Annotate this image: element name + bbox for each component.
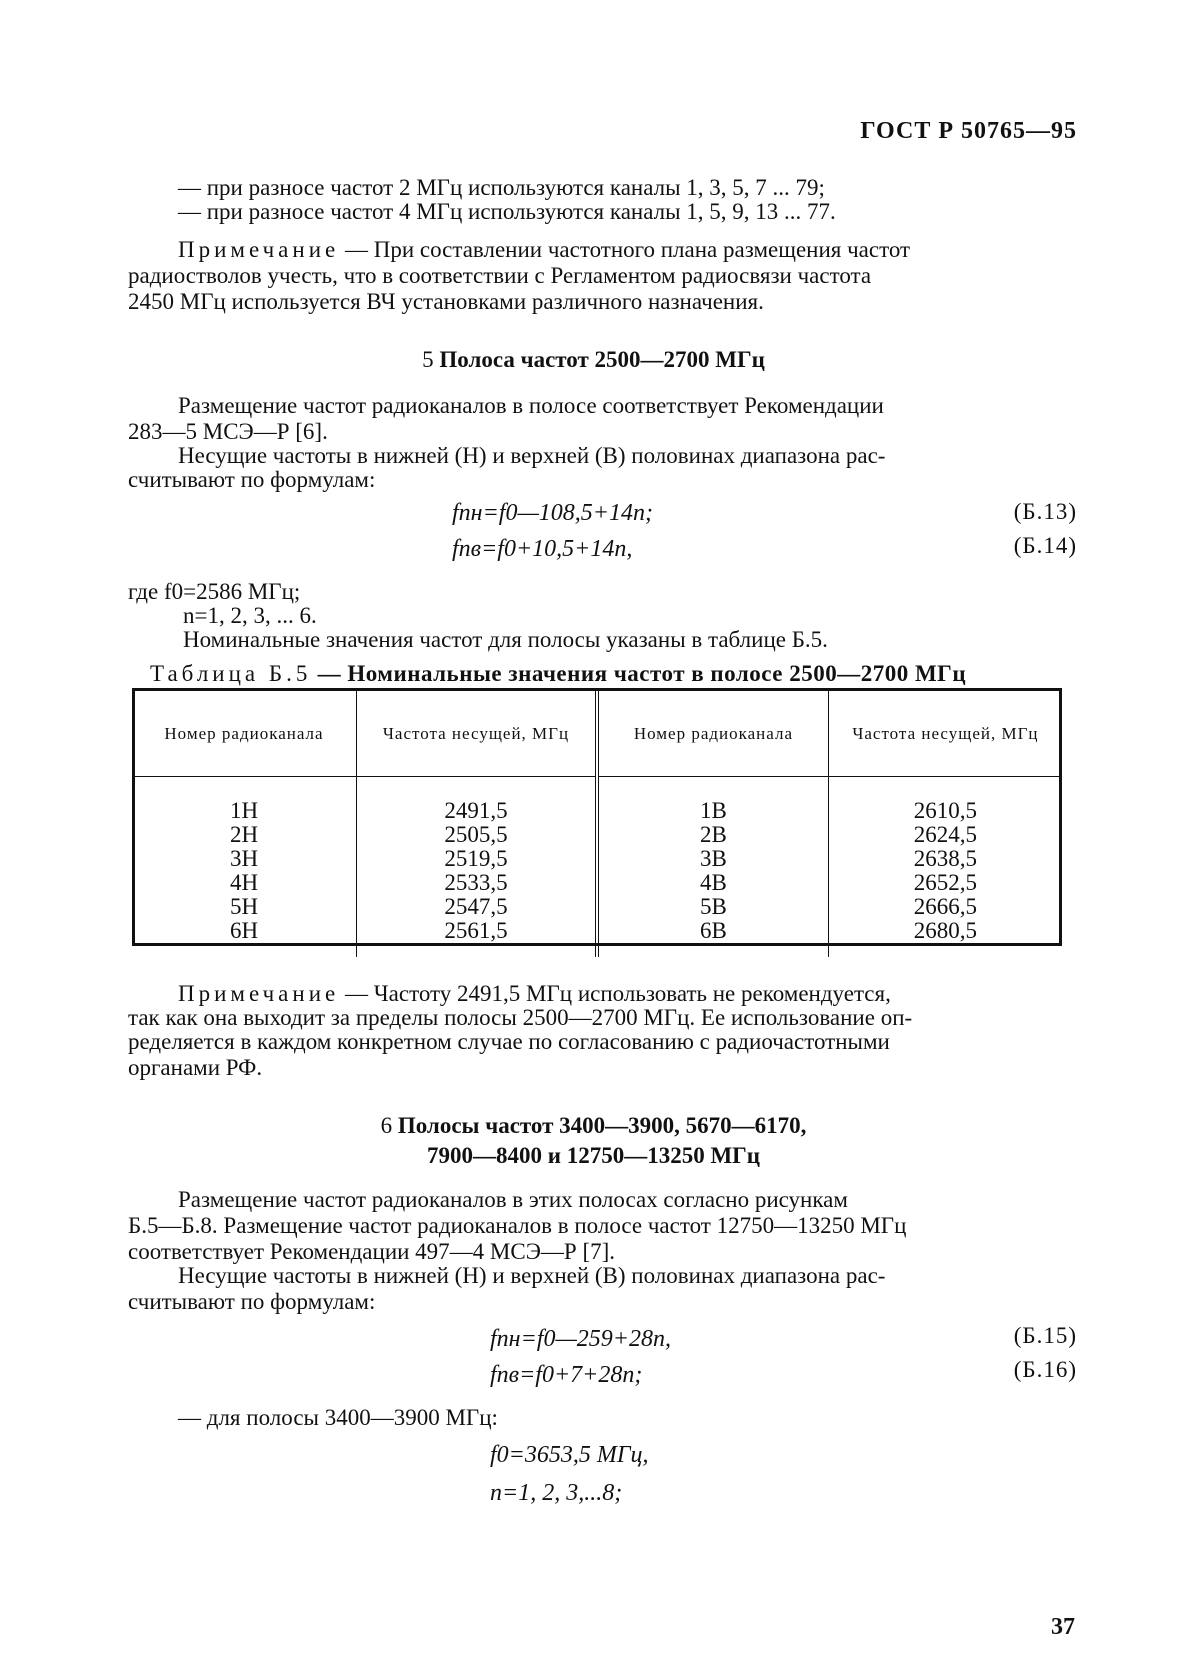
table-cell: 2638,5 [913, 846, 978, 871]
s6-f0-line: f0=3653,5 МГц, [490, 1442, 649, 1468]
s5-where-n: n=1, 2, 3, ... 6. [183, 603, 317, 628]
table-cell: 2505,5 [444, 822, 508, 847]
note1-line1 [178, 236, 1078, 263]
page-number: 37 [1051, 1614, 1075, 1640]
table-right-rule [1059, 688, 1062, 946]
intro-line-1: — при разносе частот 2 МГц используются каналы 1, 3, 5, 7 ... 79; [178, 175, 825, 200]
table-cell: 2680,5 [913, 918, 978, 943]
frequency-table [132, 690, 1062, 957]
table-cell: 2491,5 [444, 798, 508, 823]
note2-line2: так как она выходит за пределы полосы 2500—2700 МГц. Ее использование оп- [128, 1005, 913, 1030]
table-cell: 4В [700, 870, 727, 895]
document-header: ГОСТ Р 50765—95 [860, 118, 1077, 144]
note1-line3: 2450 МГц используется ВЧ установками различного назначения. [128, 289, 764, 314]
table-cell: 6В [700, 918, 727, 943]
table-cell: 5В [700, 894, 727, 919]
s5-where-f0: где f0=2586 МГц; [128, 579, 301, 604]
table-col-channel-low [132, 777, 357, 958]
section6-title-line1: Полосы частот 3400—3900, 5670—6170, [397, 1113, 807, 1138]
s5-nominal-line: Номинальные значения частот для полосы указаны в таблице Б.5. [183, 627, 828, 652]
table-cell: 2624,5 [913, 822, 978, 847]
note1-text1: — При составлении частотного плана размещения частот [339, 237, 911, 262]
note1-line2: радиостволов учесть, что в соответствии с Регламентом радиосвязи частота [128, 263, 872, 288]
table-cell: 5Н [229, 894, 259, 919]
formula-b15: fпн=f0—259+28n, [490, 1326, 671, 1352]
intro-line-2: — при разносе частот 4 МГц используются каналы 1, 5, 9, 13 ... 77. [178, 199, 836, 224]
table-cell: 3В [700, 846, 727, 871]
table-header-freq-1: Частота несущей, МГц [357, 690, 597, 777]
s6-para1-line1: Размещение частот радиоканалов в этих полосах согласно рисункам [178, 1187, 848, 1212]
formula-b16-number: (Б.16) [1013, 1357, 1077, 1382]
table-cell: 2652,5 [913, 870, 978, 895]
table-cell: 2533,5 [444, 870, 508, 895]
table-col-channel-high [597, 777, 828, 958]
table-cell: 2561,5 [444, 918, 508, 943]
note1-label: Примечание [178, 237, 340, 262]
formula-b14-number: (Б.14) [1013, 533, 1077, 558]
table-col-freq-low [357, 777, 597, 958]
table-cell: 2610,5 [913, 798, 978, 823]
formula-b13-number: (Б.13) [1013, 499, 1077, 524]
note2-line3: ределяется в каждом конкретном случае по согласованию с радиочастотными [128, 1029, 890, 1054]
note2-line1 [178, 980, 1078, 1007]
section6-heading-line1 [0, 1112, 1187, 1139]
s5-para2-line2: считывают по формулам: [128, 467, 376, 492]
formula-b15-number: (Б.15) [1013, 1323, 1077, 1348]
s5-para1-line1: Размещение частот радиоканалов в полосе соответствует Рекомендации [178, 393, 884, 418]
formula-b14: fпв=f0+10,5+14n, [452, 536, 633, 562]
table-caption-prefix: Таблица Б.5 [150, 661, 312, 686]
note2-text1: — Частоту 2491,5 МГц использовать не рекомендуется, [339, 981, 891, 1006]
table-cell: 2547,5 [444, 894, 508, 919]
formula-b16: fпв=f0+7+28n; [490, 1362, 643, 1388]
s6-n-line: n=1, 2, 3,...8; [490, 1480, 623, 1506]
s6-band-line: — для полосы 3400—3900 МГц: [178, 1405, 498, 1430]
table-caption [150, 660, 966, 687]
table-header-channel-1: Номер радиоканала [132, 690, 357, 777]
table-cell: 4Н [229, 870, 259, 895]
table-bottom-rule [132, 943, 1062, 946]
section6-title-line2: 7900—8400 и 12750—13250 МГц [426, 1143, 761, 1168]
table-col-freq-high [828, 777, 1062, 958]
s6-para1-line3: соответствует Рекомендации 497—4 МСЭ—Р [7]. [128, 1239, 616, 1264]
note2-label: Примечание [178, 981, 340, 1006]
table-cell: 6Н [229, 918, 259, 943]
s6-para1-line2: Б.5—Б.8. Размещение частот радиоканалов в полосе частот 12750—13250 МГц [128, 1213, 907, 1238]
table-header-channel-2: Номер радиоканала [597, 690, 828, 777]
section6-number: 6 [380, 1113, 393, 1138]
s5-para1-line2: 283—5 МСЭ—Р [6]. [128, 419, 328, 444]
s5-para2-line1: Несущие частоты в нижней (Н) и верхней (В) половинах диапазона рас- [178, 443, 886, 468]
table-cell: 1В [700, 798, 727, 823]
table-cell: 2Н [229, 822, 259, 847]
section5-number: 5 [422, 347, 434, 372]
table-cell: 2519,5 [444, 846, 508, 871]
table-cell: 1Н [229, 798, 259, 823]
table-cell: 2666,5 [913, 894, 978, 919]
table-cell: 2В [700, 822, 727, 847]
s6-para2-line2: считывают по формулам: [128, 1289, 376, 1314]
section5-heading [0, 346, 1187, 373]
note2-line4: органами РФ. [128, 1055, 263, 1080]
table-header-freq-2: Частота несущей, МГц [828, 690, 1062, 777]
table-caption-title: — Номинальные значения частот в полосе 2500—2700 МГц [311, 661, 967, 686]
s6-para2-line1: Несущие частоты в нижней (Н) и верхней (В) половинах диапазона рас- [178, 1263, 886, 1288]
formula-b13: fпн=f0—108,5+14n; [452, 500, 653, 526]
table-left-rule [132, 688, 135, 946]
table-cell: 3Н [229, 846, 259, 871]
section5-title: Полоса частот 2500—2700 МГц [439, 347, 765, 372]
